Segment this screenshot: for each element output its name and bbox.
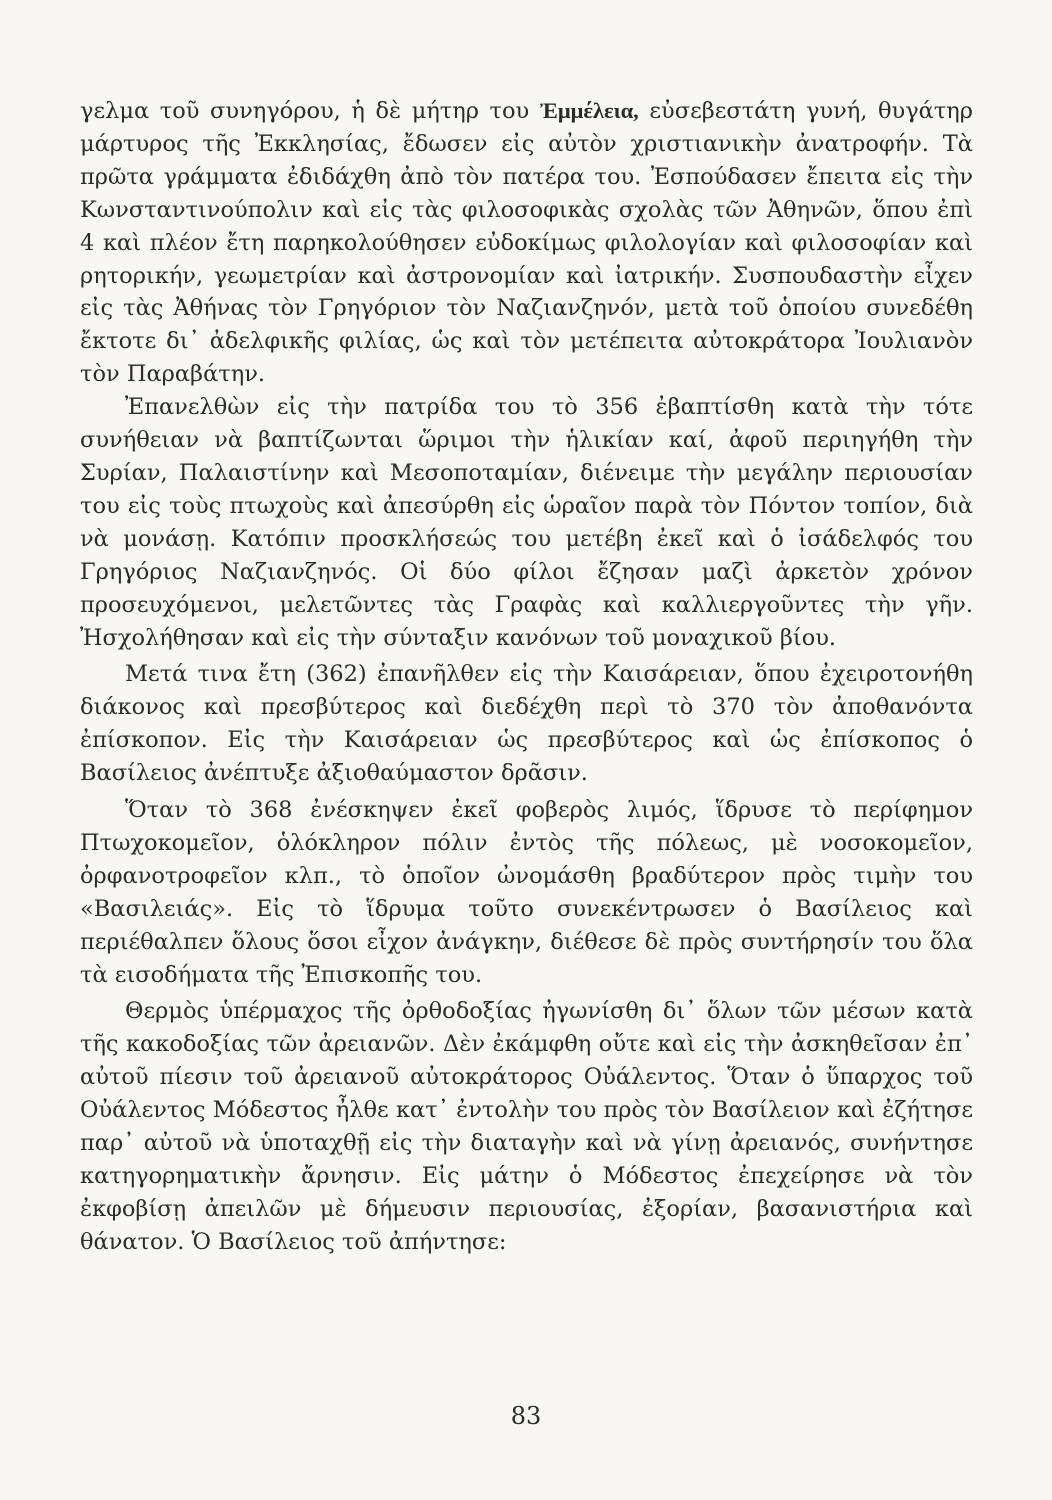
paragraph-1-rest: εὐσεβεστάτη γυνή, θυγάτηρ μάρτυρος τῆς Ἐκκλησίας, ἔδωσεν εἰς αὐτὸν χριστιανικὴν ἀνατροφήν. Τὰ πρῶτα γράμματα ἐδιδάχθη ἀπὸ τὸν πατέρα του. Ἐσπούδασεν ἔπειτα εἰς τὴν Κωνσταντινούπολιν καὶ εἰς τὰς φιλοσοφικὰς σχολὰς τῶν Ἀθηνῶν, ὅπου ἐπὶ 4 καὶ πλέον ἔτη παρηκολούθησεν εὐδοκίμως φιλολογίαν καὶ φιλοσοφίαν καὶ ρητορικήν, γεωμετρίαν καὶ ἀστρονομίαν καὶ ἰατρικήν. Συσπουδαστὴν εἶχεν εἰς τὰς Ἀθήνας τὸν Γρηγόριον τὸν Ναζιανζηνόν, μετὰ τοῦ ὁποίου συνεδέθη ἔκτοτε δι᾽ ἀδελφικῆς φιλίας, ὡς καὶ τὸν μετέπειτα αὐτοκράτορα Ἰουλιανὸν τὸν Παραβάτην. [80, 98, 973, 388]
paragraph-1 [80, 95, 973, 391]
page-number: 83 [510, 1402, 542, 1430]
paragraph-3: Μετά τινα ἔτη (362) ἐπανῆλθεν εἰς τὴν Καισάρειαν, ὅπου ἐχειροτονήθη διάκονος καὶ πρεσβύτερος καὶ διεδέχθη περὶ τὸ 370 τὸν ἀποθανόντα ἐπίσκοπον. Εἰς τὴν Καισάρειαν ὡς πρεσβύτερος καὶ ὡς ἐπίσκοπος ὁ Βασίλειος ἀνέπτυξε ἀξιοθαύμαστον δρᾶσιν. [80, 661, 973, 787]
paragraph-5: Θερμὸς ὑπέρμαχος τῆς ὀρθοδοξίας ἠγωνίσθη δι᾽ ὅλων τῶν μέσων κατὰ τῆς κακοδοξίας τῶν ἀρειανῶν. Δὲν ἐκάμφθη οὔτε καὶ εἰς τὴν ἀσκηθεῖσαν ἐπ᾽ αὐτοῦ πίεσιν τοῦ ἀρειανοῦ αὐτοκράτορος Οὐάλεντος. Ὅταν ὁ ὕπαρχος τοῦ Οὐάλεντος Μόδεστος ἦλθε κατ᾽ ἐντολὴν του πρὸς τὸν Βασίλειον καὶ ἐζήτησε παρ᾽ αὐτοῦ νὰ ὑποταχθῇ εἰς τὴν διαταγὴν καὶ νὰ γίνῃ ἀρειανός, συνήντησε κατηγορηματικὴν ἄρνησιν. Εἰς μάτην ὁ Μόδεστος ἐπεχείρησε νὰ τὸν ἐκφοβίσῃ ἀπειλῶν μὲ δήμευσιν περιουσίας, ἐξορίαν, βασανιστήρια καὶ θάνατον. Ὁ Βασίλειος τοῦ ἀπήντησε: [80, 998, 973, 1255]
name-emmeleia: Ἐμμέλεια, [539, 98, 639, 123]
body-text [80, 95, 973, 1259]
paragraph-1-start: γελμα τοῦ συνηγόρου, ἡ δὲ μήτηρ του [80, 98, 540, 124]
paragraph-2: Ἐπανελθὼν εἰς τὴν πατρίδα του τὸ 356 ἐβαπτίσθη κατὰ τὴν τότε συνήθειαν νὰ βαπτίζωνται ὥριμοι τὴν ἡλικίαν καί, ἀφοῦ περιηγήθη τὴν Συρίαν, Παλαιστίνην καὶ Μεσοποταμίαν, διένειμε τὴν μεγάλην περιουσίαν του εἰς τοὺς πτωχοὺς καὶ ἀπεσύρθη εἰς ὡραῖον παρὰ τὸν Πόντον τοπίον, διὰ νὰ μονάσῃ. Κατόπιν προσκλήσεώς του μετέβη ἐκεῖ καὶ ὁ ἰσάδελφός του Γρηγόριος Ναζιανζηνός. Οἱ δύο φίλοι ἔζησαν μαζὶ ἀρκετὸν χρόνον προσευχόμενοι, μελετῶντες τὰς Γραφὰς καὶ καλλιεργοῦντες τὴν γῆν. Ἠσχολήθησαν καὶ εἰς τὴν σύνταξιν κανόνων τοῦ μοναχικοῦ βίου. [80, 394, 973, 651]
paragraph-4: Ὅταν τὸ 368 ἐνέσκηψεν ἐκεῖ φοβερὸς λιμός, ἵδρυσε τὸ περίφημον Πτωχοκομεῖον, ὁλόκληρον πόλιν ἐντὸς τῆς πόλεως, μὲ νοσοκομεῖον, ὀρφανοτροφεῖον κλπ., τὸ ὁποῖον ὠνομάσθη βραδύτερον πρὸς τιμὴν του «Βασιλειάς». Εἰς τὸ ἵδρυμα τοῦτο συνεκέντρωσεν ὁ Βασίλειος καὶ περιέθαλπεν ὅλους ὅσοι εἶχον ἀνάγκην, διέθεσε δὲ πρὸς συντήρησίν του ὅλα τὰ εισοδήματα τῆς Ἐπισκοπῆς του. [80, 797, 973, 988]
